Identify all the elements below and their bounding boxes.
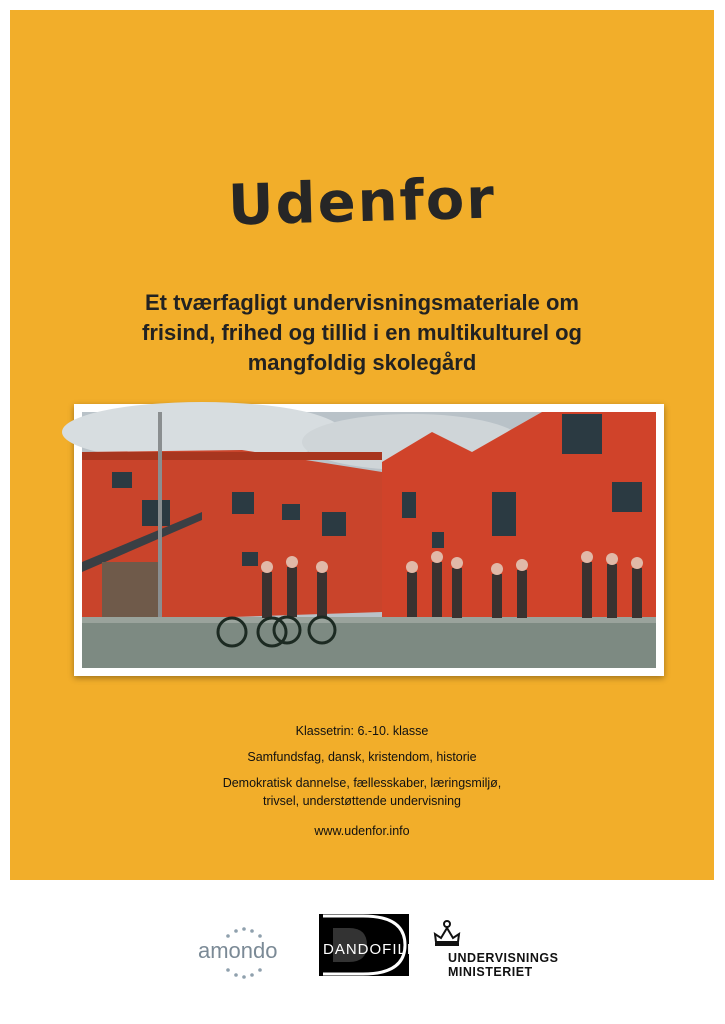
subtitle-line: Et tværfagligt undervisningsmateriale om (145, 290, 579, 315)
themes-line: trivsel, understøttende undervisning (262, 794, 462, 808)
amondo-logo: amondo (198, 938, 278, 963)
material-info (0, 722, 724, 840)
dandofilm-wordmark: DANDOFILM (323, 941, 421, 958)
grade-level: Klassetrin: 6.-10. klasse (295, 724, 429, 738)
website-link[interactable]: www.udenfor.info (314, 824, 410, 838)
subjects: Samfundsfag, dansk, kristendom, historie (247, 750, 477, 764)
ministry-logo (448, 951, 558, 979)
ministry-name-line: MINISTERIET (448, 965, 533, 979)
schoolyard-photo (82, 412, 656, 668)
crown-icon (432, 918, 462, 946)
document-subtitle (100, 288, 624, 378)
themes-line: Demokratisk dannelse, fællesskaber, læringsmiljø, (222, 776, 502, 790)
document-title: Udenfor (227, 166, 497, 239)
subtitle-line: frisind, frihed og tillid i en multikulturel og (142, 320, 582, 345)
partner-logos (0, 900, 724, 1010)
cover-photo (74, 404, 664, 676)
ministry-name-line: UNDERVISNINGS (448, 951, 559, 965)
dandofilm-logo (319, 914, 421, 976)
subtitle-line: mangfoldig skolegård (247, 350, 477, 375)
